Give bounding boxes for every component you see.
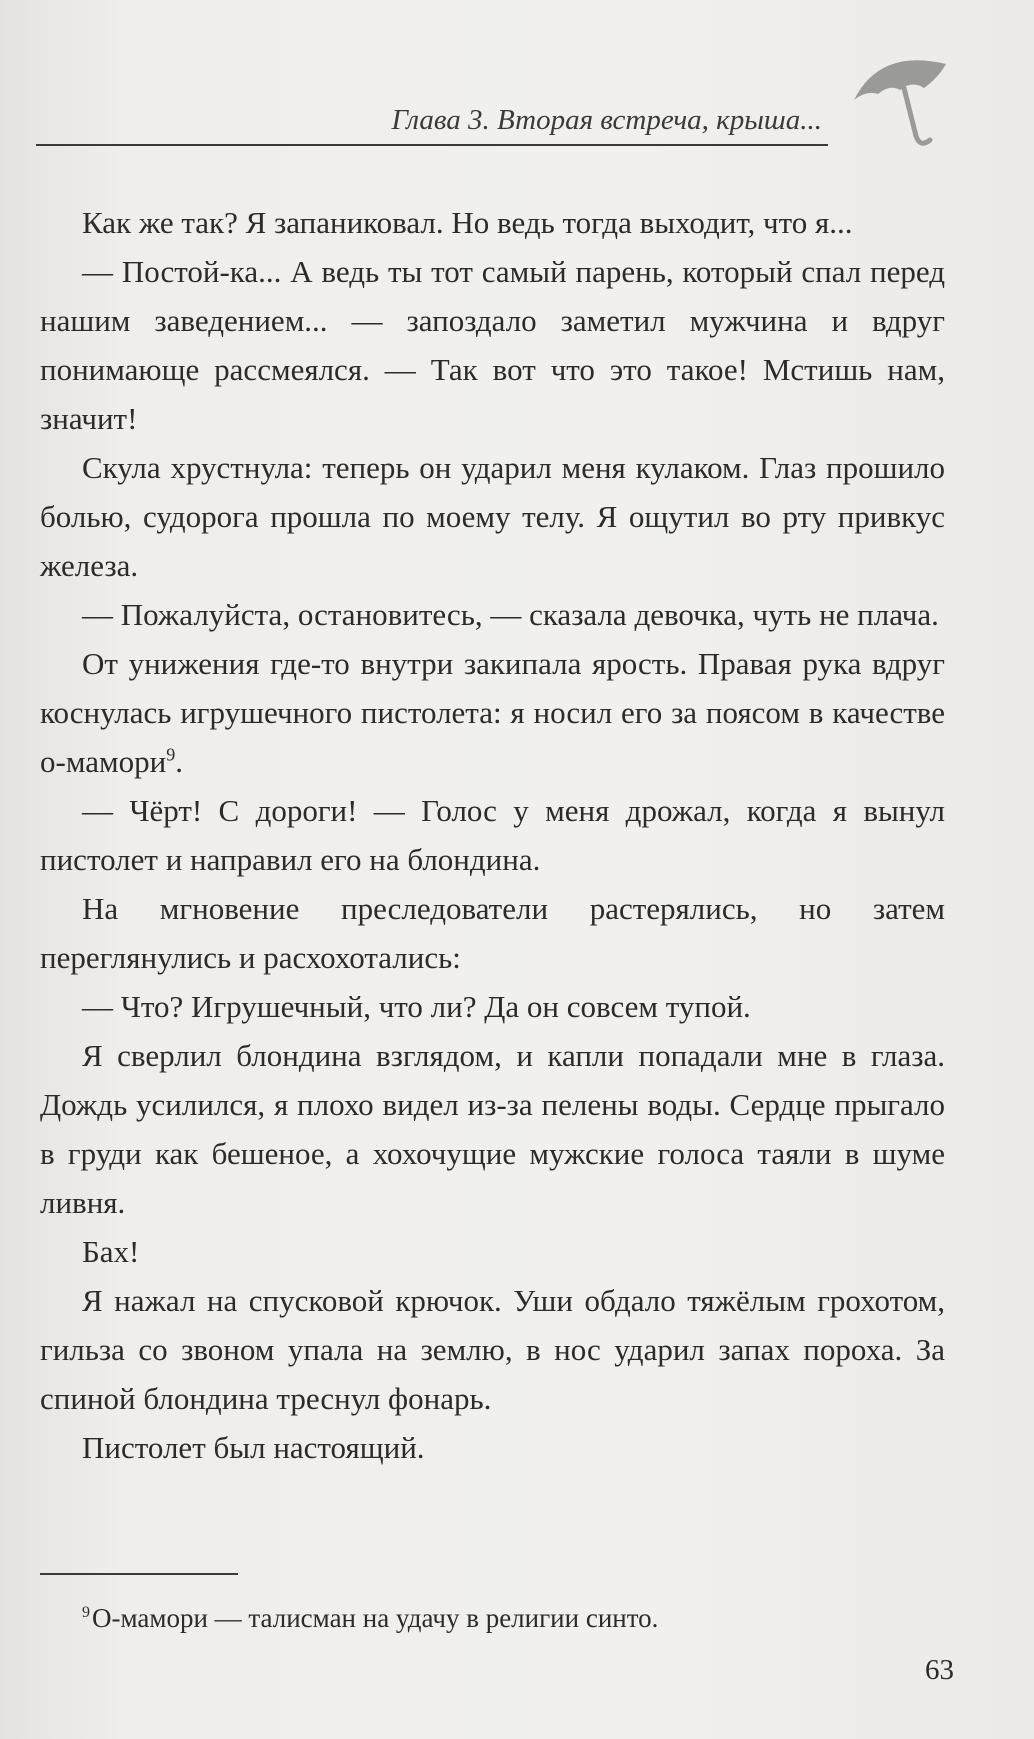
paragraph: Я сверлил блондина взглядом, и капли попадали мне в глаза. Дождь усилился, я плохо видел из-за пелены воды. Сердце прыгало в груди как бешеное, а хохочущие мужские голоса таяли в шуме ливня. <box>40 1038 945 1220</box>
paragraph-text: От унижения где-то внутри закипала ярость. Правая рука вдруг коснулась игрушечного пистолета: я носил его за поясом в качестве о-мамори <box>40 646 945 779</box>
paragraph: — Пожалуйста, остановитесь, — сказала девочка, чуть не плача. <box>82 597 939 632</box>
paragraph-with-footnote <box>40 639 945 786</box>
umbrella-icon <box>850 44 950 152</box>
paragraph: — Чёрт! С дороги! — Голос у меня дрожал, когда я вынул пистолет и направил его на блондина. <box>40 793 945 877</box>
paragraph: Бах! <box>82 1234 140 1269</box>
header-rule <box>36 144 828 146</box>
paragraph-end-punctuation: . <box>175 744 183 779</box>
paragraph: — Постой-ка... А ведь ты тот самый парень, который спал перед нашим заведением... — запоздало заметил мужчина и вдруг понимающе рассмеялся. — Так вот что это такое! Мстишь нам, значит! <box>40 254 945 436</box>
running-header <box>36 96 828 146</box>
footnote-text: О-мамори — талисман на удачу в религии синто. <box>92 1603 659 1633</box>
page-number: 63 <box>925 1654 954 1686</box>
paragraph: На мгновение преследователи растерялись, но затем переглянулись и расхохотались: <box>40 891 945 975</box>
main-text <box>40 198 945 1472</box>
paragraph: Скула хрустнула: теперь он ударил меня кулаком. Глаз прошило болью, судорога прошла по моему телу. Я ощутил во рту привкус железа. <box>40 450 945 583</box>
paragraph: — Что? Игрушечный, что ли? Да он совсем тупой. <box>82 989 751 1024</box>
chapter-title: Глава 3. Вторая встреча, крыша... <box>391 104 822 136</box>
paragraph: Как же так? Я запаниковал. Но ведь тогда выходит, что я... <box>82 205 853 240</box>
footnote-reference: 9 <box>166 744 176 765</box>
paragraph: Я нажал на спусковой крючок. Уши обдало тяжёлым грохотом, гильза со звоном упала на землю, в нос ударил запах пороха. За спиной блондина треснул фонарь. <box>40 1283 945 1416</box>
paragraph: Пистолет был настоящий. <box>82 1430 425 1465</box>
footnote-number: 9 <box>82 1604 90 1621</box>
footnote-rule <box>40 1573 238 1575</box>
footnote <box>82 1600 942 1636</box>
